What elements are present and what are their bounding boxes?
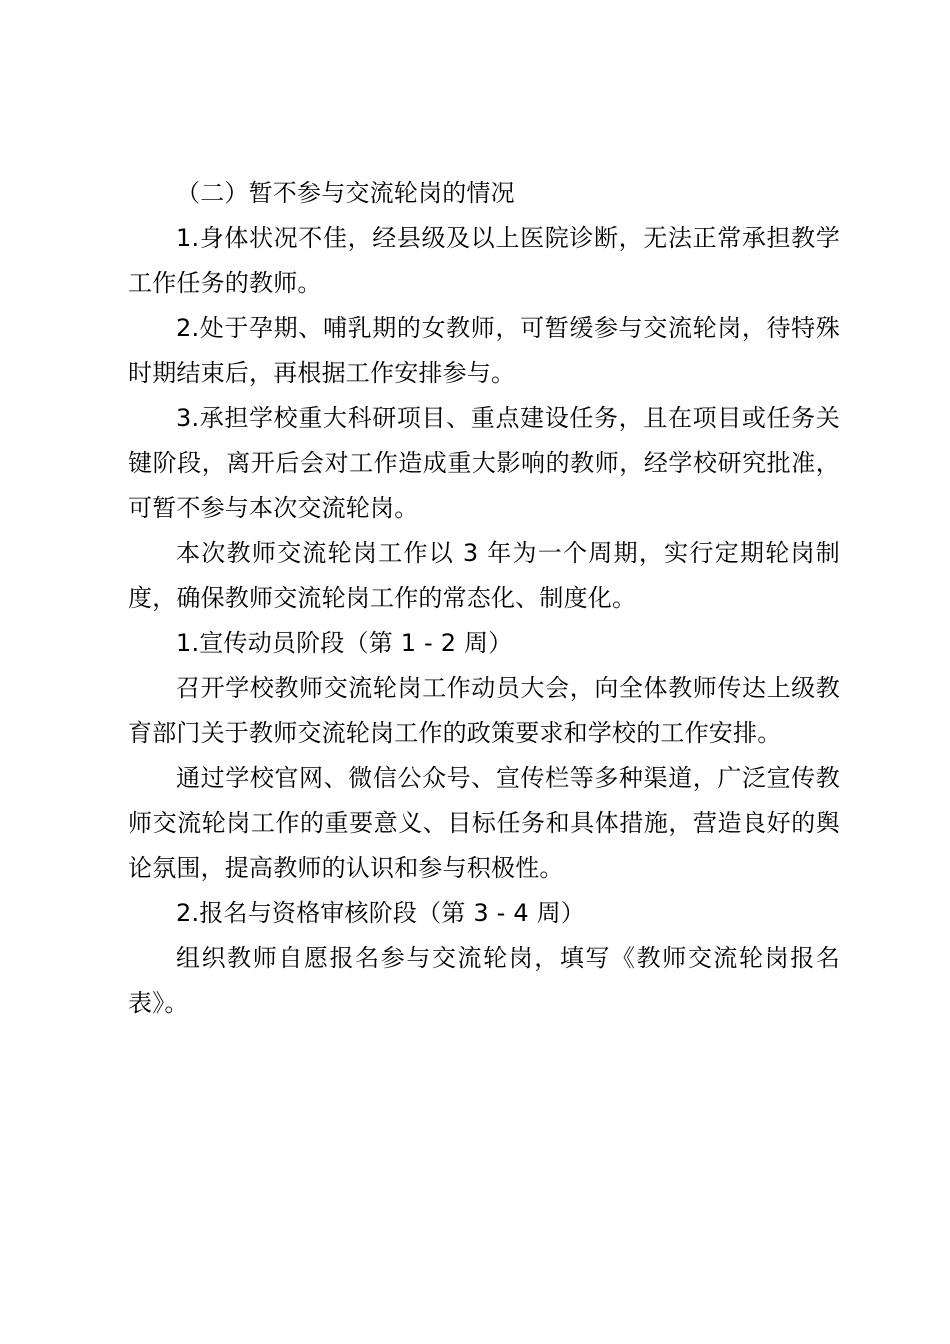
section-heading: （二）暂不参与交流轮岗的情况 <box>176 179 515 207</box>
stage-heading: 1.宣传动员阶段（第 1 - 2 周） <box>176 629 513 657</box>
stage-heading: 2.报名与资格审核阶段（第 3 - 4 周） <box>176 899 586 927</box>
paragraph: 召开学校教师交流轮岗工作动员大会，向全体教师传达上级教育部门关于教师交流轮岗工作的政策要求和学校的工作安排。 <box>128 674 840 747</box>
paragraph: 组织教师自愿报名参与交流轮岗，填写《教师交流轮岗报名表》。 <box>128 944 840 1017</box>
paragraph: 3.承担学校重大科研项目、重点建设任务，且在项目或任务关键阶段，离开后会对工作造成重大影响的教师，经学校研究批准，可暂不参与本次交流轮岗。 <box>128 404 840 522</box>
document-body <box>128 171 840 1026</box>
paragraph: 2.处于孕期、哺乳期的女教师，可暂缓参与交流轮岗，待特殊时期结束后，再根据工作安排参与。 <box>128 314 840 387</box>
paragraph: 1.身体状况不佳，经县级及以上医院诊断，无法正常承担教学工作任务的教师。 <box>128 224 840 297</box>
paragraph: 本次教师交流轮岗工作以 3 年为一个周期，实行定期轮岗制度，确保教师交流轮岗工作的常态化、制度化。 <box>128 539 840 612</box>
paragraph: 通过学校官网、微信公众号、宣传栏等多种渠道，广泛宣传教师交流轮岗工作的重要意义、目标任务和具体措施，营造良好的舆论氛围，提高教师的认识和参与积极性。 <box>128 764 840 882</box>
